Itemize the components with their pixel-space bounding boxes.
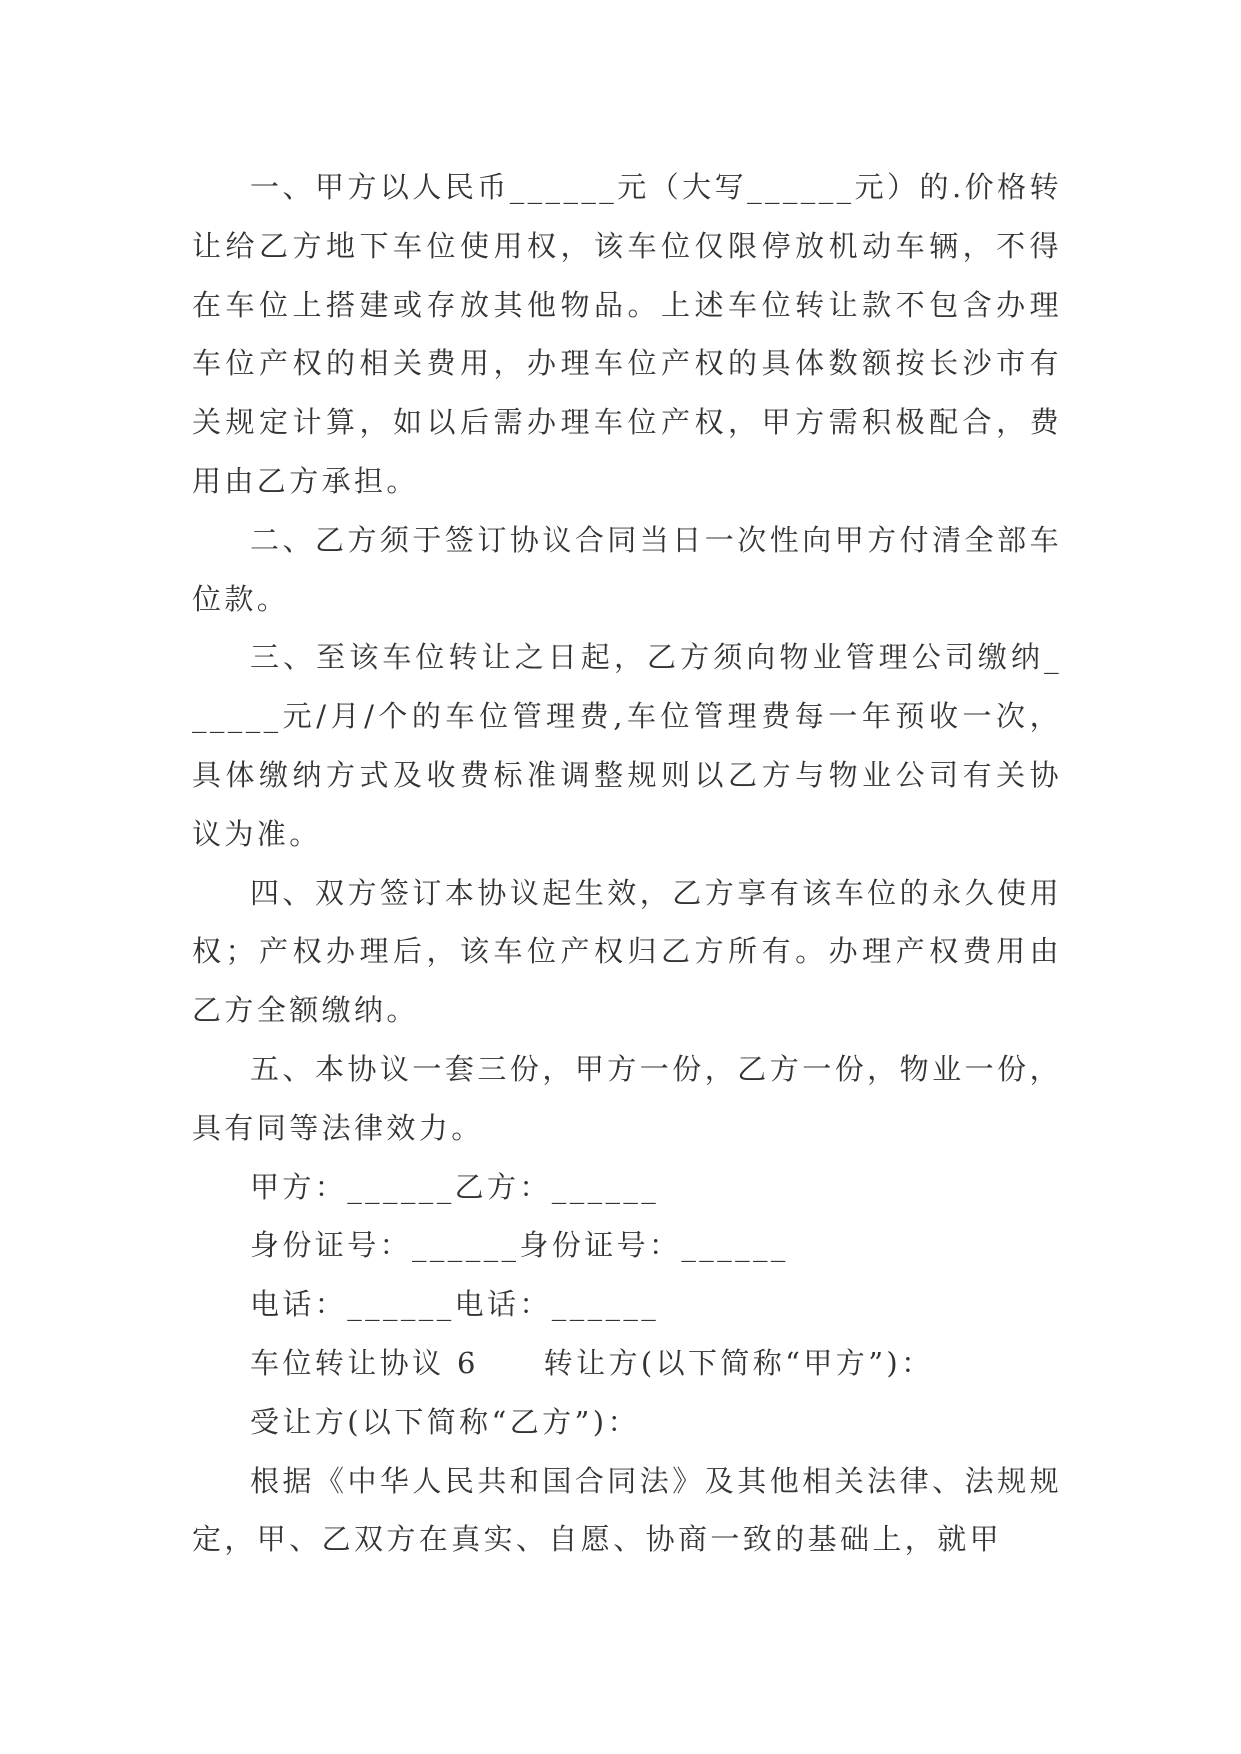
- legal-basis-paragraph: 根据《中华人民共和国合同法》及其他相关法律、法规规定，甲、乙双方在真实、自愿、协商一致的基础上，就甲: [192, 1463, 1062, 1557]
- agreement-6-heading-line: 车位转让协议 6 转让方(以下简称“甲方”)：: [250, 1345, 934, 1380]
- document-body: [192, 158, 1062, 1569]
- clause-3-paragraph: 三、至该车位转让之日起，乙方须向物业管理公司缴纳______元/月/个的车位管理费,车位管理费每一年预收一次，具体缴纳方式及收费标准调整规则以乙方与物业公司有关协议为准。: [192, 640, 1062, 851]
- clause-2-paragraph: 二、乙方须于签订协议合同当日一次性向甲方付清全部车位款。: [192, 522, 1062, 616]
- clause-5-paragraph: 五、本协议一套三份，甲方一份，乙方一份，物业一份，具有同等法律效力。: [192, 1051, 1062, 1145]
- transferee-line: 受让方(以下简称“乙方”)：: [250, 1404, 640, 1439]
- clause-1-paragraph: 一、甲方以人民币______元（大写______元）的.价格转让给乙方地下车位使用权，该车位仅限停放机动车辆，不得在车位上搭建或存放其他物品。上述车位转让款不包含办理车位产权的相关费用，办理车位产权的具体数额按长沙市有关规定计算，如以后需办理车位产权，甲方需积极配合，费用由乙方承担。: [192, 170, 1062, 498]
- phone-line: 电话：______电话：______: [250, 1287, 660, 1322]
- party-names-line: 甲方：______乙方：______: [250, 1169, 660, 1204]
- clause-4-paragraph: 四、双方签订本协议起生效，乙方享有该车位的永久使用权；产权办理后，该车位产权归乙方所有。办理产权费用由乙方全额缴纳。: [192, 875, 1062, 1028]
- id-number-line: 身份证号：______身份证号：______: [250, 1228, 789, 1263]
